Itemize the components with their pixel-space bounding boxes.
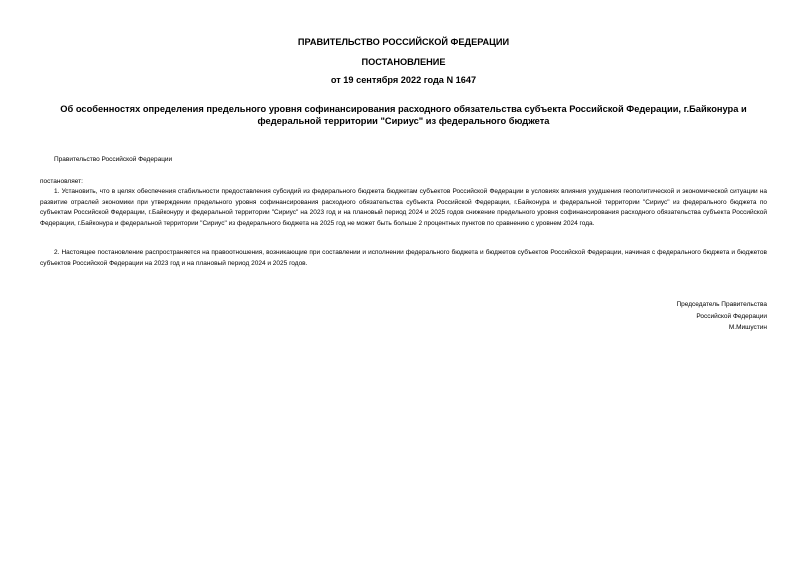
signature-block	[676, 299, 767, 334]
paragraph-1: 1. Установить, что в целях обеспечения стабильности предоставления субсидий из федерального бюджета бюджетам субъектов Российской Федерации в условиях влияния ухудшения геополитической и экономической ситуации на развитие отраслей экономики при утверждении предельного уровня софинансирования расходного обязательства субъекта Российской Федерации, г.Байконура и федеральной территории "Сириус" из федерального бюджета по субъектам Российской Федерации, г.Байконуру и федеральной территории "Сириус" на 2023 год и на плановый период 2024 и 2025 годов снижение предельного уровня софинансирования расходного обязательства субъекта Российской Федерации, г.Байконура и федеральной территории "Сириус" из федерального бюджета на 2025 год не может быть больше 2 процентных пунктов по сравнению с уровнем 2024 года.	[40, 188, 767, 227]
signature-name: М.Мишустин	[728, 324, 767, 331]
signature-organization: Российской Федерации	[696, 312, 767, 320]
document-kind-heading: ПОСТАНОВЛЕНИЕ	[361, 57, 446, 67]
intro-text: Правительство Российской Федерации	[54, 156, 173, 163]
government-heading: ПРАВИТЕЛЬСТВО РОССИЙСКОЙ ФЕДЕРАЦИИ	[297, 37, 510, 47]
document-title: Об особенностях определения предельного уровня софинансирования расходного обязательства субъекта Российской Федерации, г.Байконура и федеральной территории "Сириус" из федерального бюджета	[60, 104, 747, 126]
document-date-number: от 19 сентября 2022 года N 1647	[330, 75, 477, 85]
paragraph-2: 2. Настоящее постановление распространяется на правоотношения, возникающие при составлении и исполнении федерального бюджета и бюджетов субъектов Российской Федерации, начиная с федерального бюджета и бюджетов субъектов Российской Федерации на 2023 год и на плановый период 2024 и 2025 годов.	[40, 249, 767, 267]
decrees-text: постановляет:	[40, 178, 83, 185]
signature-position: Председатель Правительства	[676, 301, 767, 308]
